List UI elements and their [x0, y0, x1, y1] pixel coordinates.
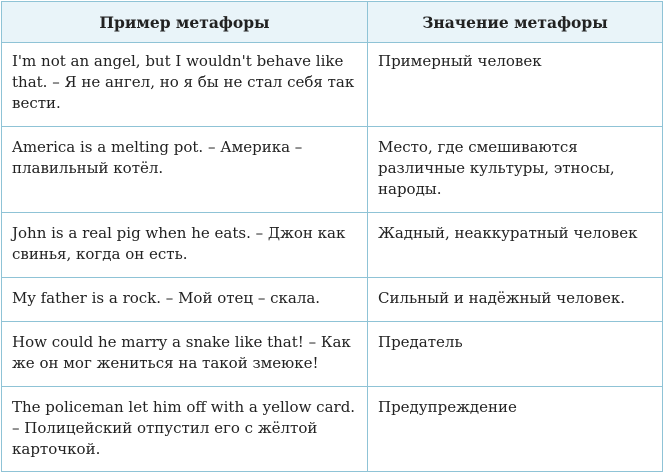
example-cell: John is a real pig when he eats. – Джон как свинья, когда он есть.	[2, 213, 368, 278]
table-row	[2, 127, 663, 213]
meaning-cell: Место, где смешиваются различные культуры, этносы, народы.	[368, 127, 663, 213]
header-meaning: Значение метафоры	[368, 2, 663, 43]
meaning-cell: Предупреждение	[368, 387, 663, 472]
meaning-cell: Жадный, неаккуратный человек	[368, 213, 663, 278]
metaphor-table	[1, 1, 663, 472]
example-cell: The policeman let him off with a yellow card. – Полицейский отпустил его с жёлтой карточкой.	[2, 387, 368, 472]
table-row	[2, 213, 663, 278]
example-cell: My father is a rock. – Мой отец – скала.	[2, 278, 368, 322]
meaning-cell: Предатель	[368, 322, 663, 387]
table-header-row	[2, 2, 663, 43]
table-row	[2, 278, 663, 322]
metaphor-table-container	[1, 1, 662, 465]
example-cell: I'm not an angel, but I wouldn't behave like that. – Я не ангел, но я бы не стал себя так вести.	[2, 43, 368, 127]
table-row	[2, 322, 663, 387]
meaning-cell: Примерный человек	[368, 43, 663, 127]
example-cell: How could he marry a snake like that! – Как же он мог жениться на такой змеюке!	[2, 322, 368, 387]
table-row	[2, 387, 663, 472]
example-cell: America is a melting pot. – Америка – плавильный котёл.	[2, 127, 368, 213]
header-example: Пример метафоры	[2, 2, 368, 43]
table-row	[2, 43, 663, 127]
meaning-cell: Сильный и надёжный человек.	[368, 278, 663, 322]
